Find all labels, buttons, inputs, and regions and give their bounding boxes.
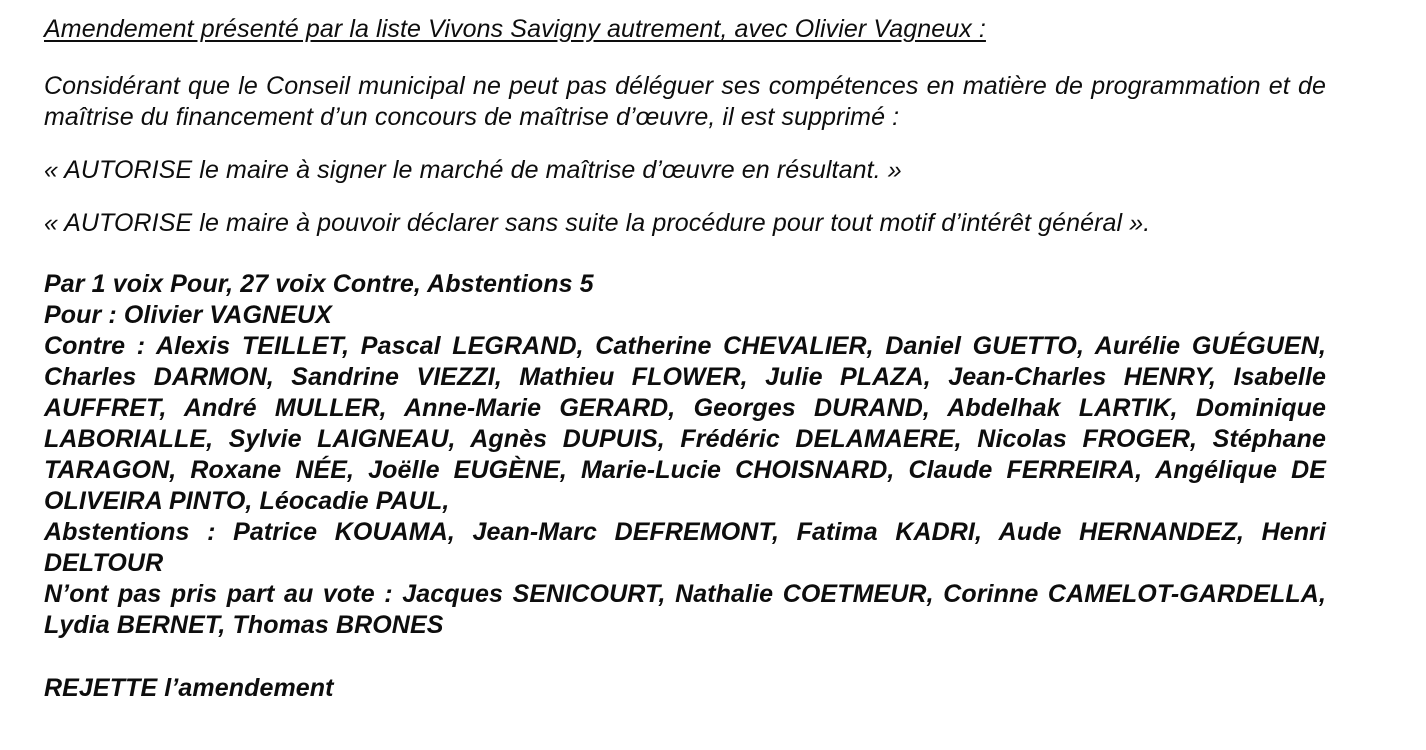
paragraph-quote-one: « AUTORISE le maire à signer le marché de maîtrise d’œuvre en résultant. » (44, 156, 902, 184)
amendment-result: REJETTE l’amendement (44, 674, 334, 702)
vote-pour: Pour : Olivier VAGNEUX (44, 301, 332, 329)
vote-contre: Contre : Alexis TEILLET, Pascal LEGRAND, Catherine CHEVALIER, Daniel GUETTO, Aurélie GUÉGUEN, Charles DARMON, Sandrine VIEZZI, Mathieu FLOWER, Julie PLAZA, Jean-Charles HENRY, Isabelle AUFFRET, André MULLER, Anne-Marie GERARD, Georges DURAND, Abdelhak LARTIK, Dominique LABORIALLE, Sylvie LAIGNEAU, Agnès DUPUIS, Frédéric DELAMAERE, Nicolas FROGER, Stéphane TARAGON, Roxane NÉE, Joëlle EUGÈNE, Marie-Lucie CHOISNARD, Claude FERREIRA, Angélique DE OLIVEIRA PINTO, Léocadie PAUL, (44, 332, 1326, 515)
vote-non-votants: N’ont pas pris part au vote : Jacques SENICOURT, Nathalie COETMEUR, Corinne CAMELOT-GARDELLA, Lydia BERNET, Thomas BRONES (44, 580, 1326, 639)
vote-abstentions: Abstentions : Patrice KOUAMA, Jean-Marc DEFREMONT, Fatima KADRI, Aude HERNANDEZ, Henri DELTOUR (44, 518, 1326, 577)
paragraph-quote-two: « AUTORISE le maire à pouvoir déclarer sans suite la procédure pour tout motif d’intérêt général ». (44, 209, 1151, 237)
amendment-heading: Amendement présenté par la liste Vivons Savigny autrement, avec Olivier Vagneux : (44, 15, 986, 43)
vote-summary: Par 1 voix Pour, 27 voix Contre, Abstentions 5 (44, 270, 594, 298)
vote-results-block (44, 269, 1326, 641)
paragraph-considerant: Considérant que le Conseil municipal ne peut pas déléguer ses compétences en matière de programmation et de maîtrise du financement d’un concours de maîtrise d’œuvre, il est supprimé : (44, 72, 1326, 131)
